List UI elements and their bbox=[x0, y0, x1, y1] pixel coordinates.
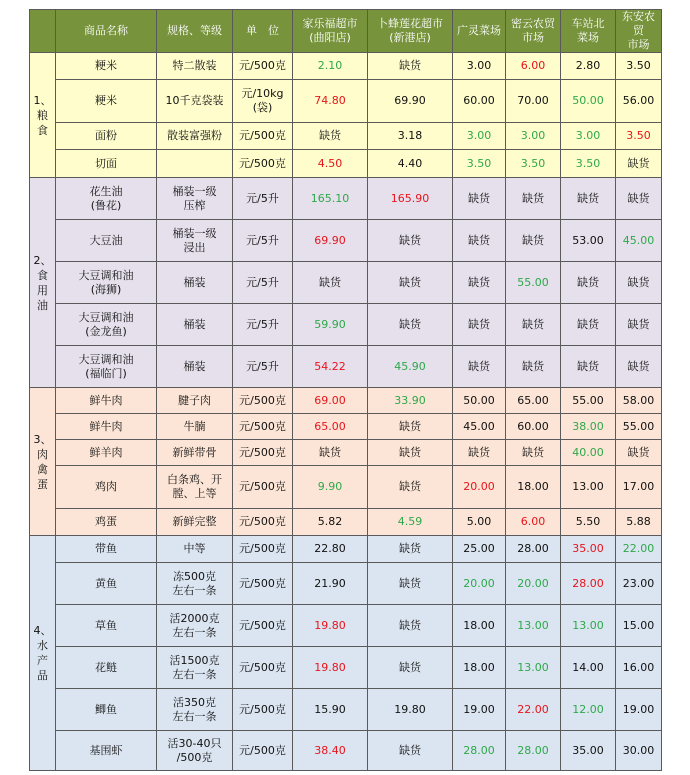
price-cell: 20.00 bbox=[506, 563, 561, 605]
price-cell: 21.90 bbox=[293, 563, 368, 605]
table-body bbox=[30, 53, 662, 771]
spec-cell: 冻500克 左右一条 bbox=[157, 563, 233, 605]
spec-cell: 腱子肉 bbox=[157, 388, 233, 414]
price-cell: 缺货 bbox=[293, 262, 368, 304]
category-label: 4、 水 产 品 bbox=[30, 536, 56, 771]
header-spec: 规格、等级 bbox=[157, 10, 233, 53]
product-name-cell: 大豆油 bbox=[56, 220, 157, 262]
price-cell: 缺货 bbox=[368, 466, 453, 509]
unit-cell: 元/500克 bbox=[233, 388, 293, 414]
price-cell: 13.00 bbox=[561, 605, 616, 647]
table-row bbox=[30, 220, 662, 262]
product-name-cell: 鲜牛肉 bbox=[56, 388, 157, 414]
price-cell: 19.00 bbox=[616, 689, 662, 731]
price-cell: 6.00 bbox=[506, 509, 561, 536]
table-row bbox=[30, 647, 662, 689]
table-row bbox=[30, 466, 662, 509]
table-row bbox=[30, 304, 662, 346]
price-cell: 38.40 bbox=[293, 731, 368, 771]
header-store: 东安农贸 市场 bbox=[616, 10, 662, 53]
price-cell: 165.10 bbox=[293, 178, 368, 220]
unit-cell: 元/500克 bbox=[233, 123, 293, 150]
price-cell: 54.22 bbox=[293, 346, 368, 388]
price-cell: 13.00 bbox=[561, 466, 616, 509]
table-row bbox=[30, 605, 662, 647]
price-cell: 13.00 bbox=[506, 647, 561, 689]
price-cell: 缺货 bbox=[293, 123, 368, 150]
table-row bbox=[30, 689, 662, 731]
price-cell: 14.00 bbox=[561, 647, 616, 689]
price-cell: 缺货 bbox=[453, 220, 506, 262]
spec-cell: 特二散装 bbox=[157, 53, 233, 80]
price-cell: 30.00 bbox=[616, 731, 662, 771]
price-cell: 40.00 bbox=[561, 440, 616, 466]
price-cell: 缺货 bbox=[616, 262, 662, 304]
header-row bbox=[30, 10, 662, 53]
header-store: 车站北 菜场 bbox=[561, 10, 616, 53]
price-cell: 19.80 bbox=[293, 605, 368, 647]
unit-cell: 元/500克 bbox=[233, 509, 293, 536]
unit-cell: 元/500克 bbox=[233, 563, 293, 605]
price-cell: 缺货 bbox=[368, 605, 453, 647]
spec-cell: 活350克 左右一条 bbox=[157, 689, 233, 731]
price-cell: 2.10 bbox=[293, 53, 368, 80]
price-cell: 17.00 bbox=[616, 466, 662, 509]
spec-cell: 活2000克 左右一条 bbox=[157, 605, 233, 647]
unit-cell: 元/5升 bbox=[233, 346, 293, 388]
product-name-cell: 花生油 (鲁花) bbox=[56, 178, 157, 220]
price-cell: 19.80 bbox=[368, 689, 453, 731]
spec-cell: 牛腩 bbox=[157, 414, 233, 440]
table-row bbox=[30, 150, 662, 178]
spec-cell bbox=[157, 150, 233, 178]
price-cell: 5.88 bbox=[616, 509, 662, 536]
price-cell: 70.00 bbox=[506, 80, 561, 123]
product-name-cell: 鲜牛肉 bbox=[56, 414, 157, 440]
price-cell: 缺货 bbox=[506, 220, 561, 262]
price-cell: 3.00 bbox=[561, 123, 616, 150]
spec-cell: 桶装 bbox=[157, 304, 233, 346]
price-cell: 15.90 bbox=[293, 689, 368, 731]
product-name-cell: 大豆调和油 (福临门) bbox=[56, 346, 157, 388]
price-cell: 5.00 bbox=[453, 509, 506, 536]
price-cell: 45.90 bbox=[368, 346, 453, 388]
product-name-cell: 鲫鱼 bbox=[56, 689, 157, 731]
unit-cell: 元/500克 bbox=[233, 689, 293, 731]
price-cell: 28.00 bbox=[453, 731, 506, 771]
price-cell: 35.00 bbox=[561, 536, 616, 563]
spec-cell: 桶装 bbox=[157, 346, 233, 388]
price-cell: 4.50 bbox=[293, 150, 368, 178]
price-cell: 缺货 bbox=[616, 178, 662, 220]
price-cell: 55.00 bbox=[561, 388, 616, 414]
unit-cell: 元/10kg (袋) bbox=[233, 80, 293, 123]
category-label: 1、 粮 食 bbox=[30, 53, 56, 178]
price-cell: 缺货 bbox=[368, 220, 453, 262]
price-cell: 缺货 bbox=[453, 178, 506, 220]
price-cell: 45.00 bbox=[453, 414, 506, 440]
price-cell: 缺货 bbox=[616, 150, 662, 178]
price-cell: 缺货 bbox=[453, 346, 506, 388]
price-cell: 25.00 bbox=[453, 536, 506, 563]
price-cell: 6.00 bbox=[506, 53, 561, 80]
header-unit: 单 位 bbox=[233, 10, 293, 53]
price-cell: 60.00 bbox=[453, 80, 506, 123]
price-cell: 5.82 bbox=[293, 509, 368, 536]
price-cell: 18.00 bbox=[453, 605, 506, 647]
price-cell: 缺货 bbox=[368, 53, 453, 80]
price-cell: 缺货 bbox=[368, 414, 453, 440]
price-cell: 45.00 bbox=[616, 220, 662, 262]
spec-cell: 桶装一级 浸出 bbox=[157, 220, 233, 262]
product-name-cell: 带鱼 bbox=[56, 536, 157, 563]
price-cell: 23.00 bbox=[616, 563, 662, 605]
price-cell: 22.00 bbox=[616, 536, 662, 563]
price-cell: 缺货 bbox=[561, 304, 616, 346]
price-cell: 缺货 bbox=[561, 262, 616, 304]
price-cell: 缺货 bbox=[506, 346, 561, 388]
price-cell: 缺货 bbox=[506, 440, 561, 466]
product-name-cell: 花鲢 bbox=[56, 647, 157, 689]
table-row bbox=[30, 346, 662, 388]
price-cell: 35.00 bbox=[561, 731, 616, 771]
category-label: 2、 食 用 油 bbox=[30, 178, 56, 388]
price-cell: 56.00 bbox=[616, 80, 662, 123]
header-category bbox=[30, 10, 56, 53]
table-row bbox=[30, 414, 662, 440]
product-name-cell: 粳米 bbox=[56, 53, 157, 80]
price-table-container bbox=[29, 9, 662, 771]
table-row bbox=[30, 536, 662, 563]
price-cell: 69.00 bbox=[293, 388, 368, 414]
price-cell: 4.40 bbox=[368, 150, 453, 178]
price-cell: 缺货 bbox=[506, 304, 561, 346]
price-cell: 缺货 bbox=[561, 178, 616, 220]
product-name-cell: 粳米 bbox=[56, 80, 157, 123]
price-cell: 13.00 bbox=[506, 605, 561, 647]
price-cell: 165.90 bbox=[368, 178, 453, 220]
product-name-cell: 鸡蛋 bbox=[56, 509, 157, 536]
price-cell: 15.00 bbox=[616, 605, 662, 647]
unit-cell: 元/500克 bbox=[233, 605, 293, 647]
price-cell: 58.00 bbox=[616, 388, 662, 414]
table-row bbox=[30, 731, 662, 771]
table-row bbox=[30, 440, 662, 466]
price-cell: 3.50 bbox=[506, 150, 561, 178]
spec-cell: 活30-40只 /500克 bbox=[157, 731, 233, 771]
unit-cell: 元/500克 bbox=[233, 731, 293, 771]
price-cell: 18.00 bbox=[453, 647, 506, 689]
product-name-cell: 鲜羊肉 bbox=[56, 440, 157, 466]
spec-cell: 新鲜完整 bbox=[157, 509, 233, 536]
price-cell: 缺货 bbox=[616, 440, 662, 466]
unit-cell: 元/500克 bbox=[233, 414, 293, 440]
price-cell: 12.00 bbox=[561, 689, 616, 731]
price-cell: 缺货 bbox=[506, 178, 561, 220]
price-cell: 缺货 bbox=[368, 440, 453, 466]
price-cell: 28.00 bbox=[506, 536, 561, 563]
unit-cell: 元/500克 bbox=[233, 466, 293, 509]
price-cell: 50.00 bbox=[561, 80, 616, 123]
price-cell: 65.00 bbox=[506, 388, 561, 414]
price-cell: 缺货 bbox=[453, 440, 506, 466]
price-cell: 20.00 bbox=[453, 466, 506, 509]
spec-cell: 新鲜带骨 bbox=[157, 440, 233, 466]
header-store: 密云农贸 市场 bbox=[506, 10, 561, 53]
product-name-cell: 大豆调和油 (海狮) bbox=[56, 262, 157, 304]
product-name-cell: 大豆调和油 (金龙鱼) bbox=[56, 304, 157, 346]
price-cell: 缺货 bbox=[561, 346, 616, 388]
header-store: 卜蜂莲花超市 (新港店) bbox=[368, 10, 453, 53]
product-name-cell: 面粉 bbox=[56, 123, 157, 150]
unit-cell: 元/500克 bbox=[233, 53, 293, 80]
price-cell: 缺货 bbox=[368, 563, 453, 605]
price-cell: 33.90 bbox=[368, 388, 453, 414]
unit-cell: 元/500克 bbox=[233, 536, 293, 563]
price-cell: 74.80 bbox=[293, 80, 368, 123]
price-cell: 3.50 bbox=[453, 150, 506, 178]
price-cell: 缺货 bbox=[368, 647, 453, 689]
price-comparison-table bbox=[29, 9, 662, 771]
spec-cell: 白条鸡、开 膛、上等 bbox=[157, 466, 233, 509]
price-cell: 5.50 bbox=[561, 509, 616, 536]
unit-cell: 元/5升 bbox=[233, 178, 293, 220]
price-cell: 缺货 bbox=[293, 440, 368, 466]
unit-cell: 元/500克 bbox=[233, 440, 293, 466]
price-cell: 缺货 bbox=[453, 262, 506, 304]
price-cell: 2.80 bbox=[561, 53, 616, 80]
table-row bbox=[30, 262, 662, 304]
price-cell: 16.00 bbox=[616, 647, 662, 689]
price-cell: 缺货 bbox=[616, 346, 662, 388]
price-cell: 19.80 bbox=[293, 647, 368, 689]
price-cell: 3.00 bbox=[506, 123, 561, 150]
spec-cell: 桶装一级 压榨 bbox=[157, 178, 233, 220]
price-cell: 69.90 bbox=[368, 80, 453, 123]
product-name-cell: 鸡肉 bbox=[56, 466, 157, 509]
price-cell: 缺货 bbox=[453, 304, 506, 346]
price-cell: 50.00 bbox=[453, 388, 506, 414]
price-cell: 20.00 bbox=[453, 563, 506, 605]
spec-cell: 中等 bbox=[157, 536, 233, 563]
header-product-name: 商品名称 bbox=[56, 10, 157, 53]
price-cell: 4.59 bbox=[368, 509, 453, 536]
price-cell: 缺货 bbox=[368, 731, 453, 771]
price-cell: 22.00 bbox=[506, 689, 561, 731]
spec-cell: 散装富强粉 bbox=[157, 123, 233, 150]
price-cell: 19.00 bbox=[453, 689, 506, 731]
price-cell: 3.00 bbox=[453, 123, 506, 150]
price-cell: 55.00 bbox=[506, 262, 561, 304]
spec-cell: 活1500克 左右一条 bbox=[157, 647, 233, 689]
price-cell: 65.00 bbox=[293, 414, 368, 440]
header-store: 家乐福超市 (曲阳店) bbox=[293, 10, 368, 53]
price-cell: 69.90 bbox=[293, 220, 368, 262]
price-cell: 缺货 bbox=[368, 304, 453, 346]
unit-cell: 元/500克 bbox=[233, 647, 293, 689]
table-row bbox=[30, 563, 662, 605]
table-row bbox=[30, 53, 662, 80]
header-store: 广灵菜场 bbox=[453, 10, 506, 53]
price-cell: 18.00 bbox=[506, 466, 561, 509]
category-label: 3、 肉 禽 蛋 bbox=[30, 388, 56, 536]
price-cell: 9.90 bbox=[293, 466, 368, 509]
price-cell: 28.00 bbox=[561, 563, 616, 605]
price-cell: 55.00 bbox=[616, 414, 662, 440]
price-cell: 59.90 bbox=[293, 304, 368, 346]
price-cell: 缺货 bbox=[368, 262, 453, 304]
unit-cell: 元/5升 bbox=[233, 304, 293, 346]
price-cell: 60.00 bbox=[506, 414, 561, 440]
product-name-cell: 黄鱼 bbox=[56, 563, 157, 605]
table-row bbox=[30, 509, 662, 536]
price-cell: 3.50 bbox=[616, 53, 662, 80]
price-cell: 缺货 bbox=[616, 304, 662, 346]
price-cell: 3.50 bbox=[561, 150, 616, 178]
price-cell: 3.00 bbox=[453, 53, 506, 80]
table-row bbox=[30, 123, 662, 150]
table-row bbox=[30, 80, 662, 123]
product-name-cell: 切面 bbox=[56, 150, 157, 178]
spec-cell: 桶装 bbox=[157, 262, 233, 304]
unit-cell: 元/5升 bbox=[233, 220, 293, 262]
price-cell: 53.00 bbox=[561, 220, 616, 262]
product-name-cell: 基围虾 bbox=[56, 731, 157, 771]
price-cell: 3.50 bbox=[616, 123, 662, 150]
price-cell: 22.80 bbox=[293, 536, 368, 563]
price-cell: 28.00 bbox=[506, 731, 561, 771]
table-row bbox=[30, 388, 662, 414]
unit-cell: 元/5升 bbox=[233, 262, 293, 304]
unit-cell: 元/500克 bbox=[233, 150, 293, 178]
table-row bbox=[30, 178, 662, 220]
price-cell: 缺货 bbox=[368, 536, 453, 563]
price-cell: 38.00 bbox=[561, 414, 616, 440]
product-name-cell: 草鱼 bbox=[56, 605, 157, 647]
price-cell: 3.18 bbox=[368, 123, 453, 150]
spec-cell: 10千克袋装 bbox=[157, 80, 233, 123]
